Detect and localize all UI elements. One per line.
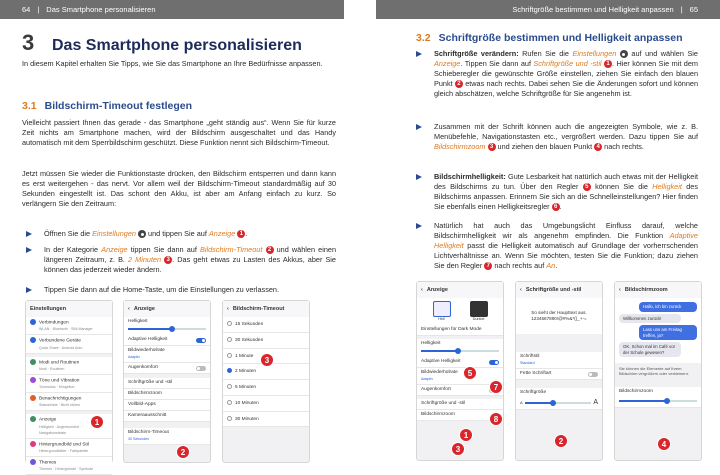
settings-item-label: Themes bbox=[39, 460, 57, 466]
callout-3: 3 bbox=[451, 442, 465, 456]
radio-icon[interactable] bbox=[227, 353, 232, 358]
section-title: Bildschirm-Timeout festlegen bbox=[44, 100, 193, 112]
display-title: Anzeige bbox=[133, 306, 155, 312]
timeout-title: Bildschirm-Timeout bbox=[232, 306, 285, 312]
timeout-option[interactable] bbox=[223, 333, 309, 349]
callout-8: 8 bbox=[489, 412, 503, 426]
settings-item[interactable] bbox=[26, 317, 112, 335]
refresh-rate-row[interactable]: Bildwiederholrate Adaptiv bbox=[124, 346, 210, 363]
step-2: In der Kategorie Anzeige tippen Sie dann auf Bildschirm-Timeout 2 und wählen einen längeren Zeitraum, z. B. 2 Minuten 3 . Das geht etwas zu Lasten des Akkus, aber Sie können das jederzeit wieder ändern. bbox=[22, 245, 336, 275]
chat-preview bbox=[615, 298, 701, 363]
font-header: ‹ Schriftgröße und -stil bbox=[516, 282, 602, 298]
chapter-intro: In diesem Kapitel erhalten Sie Tipps, wie Sie das Smartphone an Ihre Bedürfnisse anpassen. bbox=[22, 59, 323, 68]
settings-item-label: Anzeige bbox=[39, 417, 57, 423]
zoom-header: ‹ Bildschirmzoom bbox=[615, 282, 701, 298]
step-1: Öffnen Sie die Einstellungen und tippen Sie auf Anzeige 1 . bbox=[22, 229, 336, 239]
settings-item-sub: Themes · Hintergründe · Symbole bbox=[39, 467, 94, 472]
timeout-option[interactable] bbox=[223, 317, 309, 333]
page-number: 64 bbox=[22, 5, 31, 14]
callout-7: 7 bbox=[489, 380, 503, 394]
timeout-option-label: 2 Minuten bbox=[235, 369, 257, 375]
font-size-row: Schriftgröße A A bbox=[516, 388, 602, 410]
settings-item-label: Verbindungen bbox=[39, 320, 69, 326]
settings-item-label: Hintergrundbild und Stil bbox=[39, 441, 89, 447]
brightness-slider[interactable] bbox=[421, 350, 499, 352]
refresh-rate-row[interactable]: Bildwiederholrate Adaptiv bbox=[417, 368, 503, 385]
dark-mode-settings-row[interactable]: Einstellungen für Dark Mode bbox=[417, 325, 503, 336]
display-title: Anzeige bbox=[426, 287, 448, 293]
section-number: 3.2 bbox=[416, 32, 431, 44]
section-number: 3.1 bbox=[22, 100, 37, 112]
settings-item-sub: Hintergrundbilder · Farbpalette bbox=[39, 448, 88, 453]
settings-item-label: Benachrichtigungen bbox=[39, 396, 82, 402]
zoom-row: Bildschirmzoom bbox=[615, 387, 701, 408]
callout-5: 5 bbox=[463, 366, 477, 380]
radio-icon[interactable] bbox=[227, 321, 232, 326]
screenshot-display-2 bbox=[416, 281, 504, 461]
adaptive-brightness-row[interactable]: Adaptive Helligkeit bbox=[417, 357, 503, 368]
timeout-header: ‹ Bildschirm-Timeout bbox=[223, 301, 309, 317]
callout-dot: 1 bbox=[237, 230, 245, 238]
radio-icon[interactable] bbox=[227, 400, 232, 405]
font-preview: So sieht der Haupttext aus. 1234567890!@#%&*()_+-= bbox=[516, 298, 602, 334]
adaptive-brightness-row[interactable]: Adaptive Helligkeit bbox=[124, 335, 210, 346]
settings-item[interactable] bbox=[26, 439, 112, 457]
section-title: Schriftgröße bestimmen und Helligkeit anpassen bbox=[438, 32, 683, 44]
settings-item-sub: Modi · Routinen bbox=[39, 366, 65, 371]
font-style-row[interactable]: Schriftstil Standard bbox=[516, 352, 602, 369]
settings-category-icon bbox=[30, 377, 36, 383]
left-page bbox=[0, 0, 360, 472]
gear-icon bbox=[620, 50, 628, 58]
screen-zoom-row[interactable]: Bildschirmzoom bbox=[124, 389, 210, 400]
screen-zoom-row[interactable]: Bildschirmzoom bbox=[417, 410, 503, 421]
chapter-number: 3 bbox=[22, 30, 35, 55]
settings-item-label: Töne und Vibration bbox=[39, 378, 80, 384]
screenshot-settings bbox=[25, 300, 113, 472]
font-style-row[interactable]: Schriftgröße und -stil bbox=[417, 399, 503, 410]
settings-item-label: Verbundene Geräte bbox=[39, 338, 81, 344]
running-head-text: Das Smartphone personalisieren bbox=[46, 5, 156, 14]
screen-timeout-row[interactable]: Bildschirm-Timeout 30 Sekunden bbox=[124, 428, 210, 445]
settings-item[interactable] bbox=[26, 393, 112, 411]
timeout-option-label: 15 Sekunden bbox=[235, 321, 264, 327]
bold-toggle[interactable] bbox=[588, 372, 598, 377]
timeout-option-label: 30 Minuten bbox=[235, 416, 259, 422]
settings-item-sub: Helligkeit · Augenkomfort · Navigationsleiste bbox=[39, 424, 82, 435]
callout-2: 2 bbox=[554, 434, 568, 448]
eye-comfort-row[interactable]: Augenkomfort bbox=[417, 385, 503, 396]
theme-chooser bbox=[417, 298, 503, 325]
settings-item[interactable] bbox=[26, 335, 112, 353]
callout-1: 1 bbox=[459, 428, 473, 442]
camera-cutout-row[interactable]: Kameraausschnitt bbox=[124, 411, 210, 422]
callout-3: 3 bbox=[260, 353, 274, 367]
radio-icon[interactable] bbox=[227, 337, 232, 342]
right-page bbox=[360, 0, 720, 465]
gear-icon bbox=[138, 230, 146, 238]
step-3: Tippen Sie dann auf die Home-Taste, um die Einstellungen zu verlassen. bbox=[22, 285, 336, 295]
settings-item-sub: WLAN · Bluetooth · SIM-Manager bbox=[39, 327, 93, 332]
font-title: Schriftgröße und -stil bbox=[525, 287, 582, 293]
font-size-slider[interactable] bbox=[525, 402, 592, 404]
brightness-row: Helligkeit bbox=[417, 339, 503, 357]
timeout-option-label: 10 Minuten bbox=[235, 400, 259, 406]
section-heading bbox=[416, 32, 683, 44]
settings-title: Einstellungen bbox=[26, 301, 112, 317]
chapter-heading bbox=[22, 30, 302, 56]
settings-category-icon bbox=[30, 359, 36, 365]
timeout-option[interactable] bbox=[223, 396, 309, 412]
settings-category-icon bbox=[30, 459, 36, 465]
adaptive-toggle[interactable] bbox=[196, 338, 206, 343]
callout-2: 2 bbox=[176, 445, 190, 459]
radio-icon[interactable] bbox=[227, 368, 232, 373]
settings-item[interactable] bbox=[26, 375, 112, 393]
bullet-brightness: Bildschirmhelligkeit: Gute Lesbarkeit hat natürlich auch etwas mit der Helligkeit des Bildschirms zu tun. Über den Regler 5 können Sie die Helligkeit des Bildschirms anpassen. Erinnern Sie sich an die Schnelleinstellungen? Hier finden Sie ebenfalls einen Helligkeitsregler 6 . bbox=[412, 172, 698, 212]
screenshot-timeout bbox=[222, 300, 310, 463]
callout-dot: 2 bbox=[266, 246, 274, 254]
callout-1: 1 bbox=[90, 415, 104, 429]
eye-comfort-row[interactable]: Augenkomfort bbox=[124, 363, 210, 374]
running-head-text: Schriftgröße bestimmen und Helligkeit anpassen bbox=[512, 5, 674, 14]
settings-category-icon bbox=[30, 319, 36, 325]
display-header: ‹ Anzeige bbox=[417, 282, 503, 298]
dark-mode-option[interactable]: Dunkel bbox=[470, 301, 488, 322]
brightness-row bbox=[124, 317, 210, 335]
settings-category-icon bbox=[30, 416, 36, 422]
bullet-adaptive: Natürlich hat auch das Umgebungslicht Einfluss darauf, welche Bildschirmhelligkeit wir als angenehm empfinden. Die Funktion Adaptive Helligkeit passt die Helligkeit automatisch auf Grundlage der vorherrschenden Lichtverhältnisse an. Wenn Sie möchten, testen Sie die Funktion; dazu ziehen Sie den Regler 7 nach rechts auf An. bbox=[412, 221, 698, 271]
chat-bubble-sent: Hallo, ich bin zurück bbox=[639, 302, 697, 312]
settings-item-sub: Statusleiste · Nicht stören bbox=[39, 403, 80, 408]
font-style-row[interactable]: Schriftgröße und -stil bbox=[124, 378, 210, 389]
radio-icon[interactable] bbox=[227, 416, 232, 421]
settings-item-sub: Quick Share · Android Auto bbox=[39, 345, 83, 350]
chat-bubble-received: OK. Schon mal im Café vor der Schule gewesen? bbox=[619, 342, 681, 357]
display-header: ‹ Anzeige bbox=[124, 301, 210, 317]
screenshot-font-size bbox=[515, 281, 603, 461]
settings-item-sub: Tonmodus · Klingelton bbox=[39, 385, 75, 390]
adaptive-toggle[interactable] bbox=[489, 360, 499, 365]
paragraph-1: Vielleicht passiert Ihnen das gerade - das Smartphone „geht ständig aus“. Wenn Sie für kurze Zeit nichts am Smartphone machen, wird der Bildschirm ausgeschaltet und das Handy automatisch mit dem Sperrbildschirm geschützt. Diese Funktion nennt sich Bildschirm-Timeout. bbox=[22, 118, 336, 147]
paragraph-2: Jetzt müssen Sie wieder die Funktionstaste drücken, den Bildschirm entsperren und dann kann es erst weitergehen - das nervt. Vor allem weil der Bildschirm-Timeout standardmäßig auf 30 Sekunden eingestellt ist. Das schont den Akku, ist aber am Anfang einfach zu kurz. So verlängern Sie den Zeitraum: bbox=[22, 169, 336, 208]
chat-bubble-sent: Lass uns am Freitag treffen, ja? bbox=[639, 325, 697, 340]
running-head-right: Schriftgröße bestimmen und Helligkeit anpassen | 65 bbox=[376, 0, 720, 19]
screenshot-display bbox=[123, 300, 211, 463]
chapter-title: Das Smartphone personalisieren bbox=[52, 37, 302, 54]
screenshot-screen-zoom bbox=[614, 281, 702, 461]
settings-category-icon bbox=[30, 395, 36, 401]
bold-font-row[interactable]: Fette Schriftart bbox=[516, 369, 602, 380]
settings-item-label: Modi und Routinen bbox=[39, 359, 80, 365]
zoom-hint: Sie können die Elemente auf Ihrem Bildschirm vergrößern oder verkleinern. bbox=[619, 366, 690, 376]
timeout-option-label: 30 Sekunden bbox=[235, 337, 264, 343]
running-head-left: 64 | Das Smartphone personalisieren bbox=[0, 0, 344, 19]
radio-icon[interactable] bbox=[227, 384, 232, 389]
settings-list bbox=[26, 317, 112, 475]
timeout-option[interactable] bbox=[223, 380, 309, 396]
timeout-option[interactable] bbox=[223, 412, 309, 428]
timeout-option-label: 1 Minute bbox=[235, 353, 254, 359]
callout-dot: 3 bbox=[164, 256, 172, 264]
settings-category-icon bbox=[30, 337, 36, 343]
settings-category-icon bbox=[30, 441, 36, 447]
zoom-title: Bildschirmzoom bbox=[624, 287, 668, 293]
chat-bubble-received: Willkommen zurück! bbox=[619, 314, 681, 324]
brightness-label: Helligkeit bbox=[128, 319, 148, 324]
timeout-options bbox=[223, 317, 309, 427]
eye-toggle[interactable] bbox=[196, 366, 206, 371]
fullscreen-apps-row[interactable]: Vollbild-Apps bbox=[124, 400, 210, 411]
zoom-slider[interactable] bbox=[619, 400, 697, 402]
light-mode-option[interactable]: Hell bbox=[433, 301, 451, 322]
callout-4: 4 bbox=[657, 437, 671, 451]
brightness-slider[interactable] bbox=[128, 328, 206, 330]
bullet-font-size: Schriftgröße verändern: Rufen Sie die Einstellungen auf und wählen Sie Anzeige. Tippen Sie dann auf Schriftgröße und -stil 1 . Hier können Sie mit dem Schieberegler die gewünschte Größe einstellen, ziehen Sie einfach den blauen Punkt 2 etwas nach rechts. Dabei sehen Sie die Änderungen sofort und können gleich abschätzen, welche Schriftgröße für Sie angenehm ist. bbox=[412, 49, 698, 99]
bullet-symbols: Zusammen mit der Schrift können auch die angezeigten Symbole, wie z. B. Menübefehle, Navigationstasten etc., vergrößert werden. Dazu tippen Sie auf Bildschirmzoom 3 und ziehen den blauen Punkt 4 nach rechts. bbox=[412, 122, 698, 152]
settings-item[interactable] bbox=[26, 357, 112, 375]
settings-item[interactable] bbox=[26, 457, 112, 475]
page-number: 65 bbox=[689, 5, 698, 14]
section-heading bbox=[22, 100, 192, 112]
timeout-option-label: 5 Minuten bbox=[235, 384, 257, 390]
